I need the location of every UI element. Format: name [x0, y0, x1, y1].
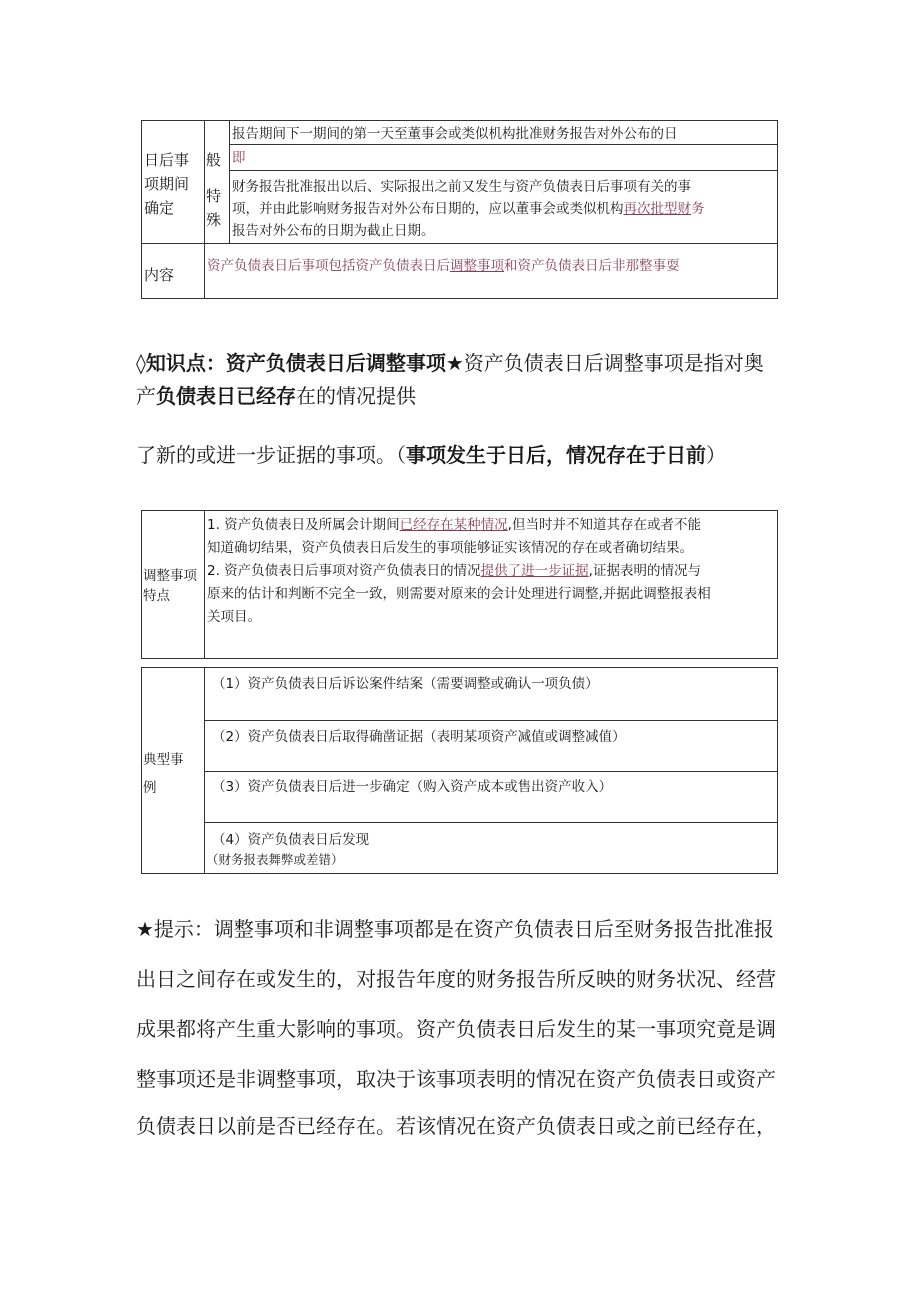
general-text-line2: 即 [232, 150, 246, 166]
features-label: 调整事项 特点 [143, 568, 197, 604]
adjusting-events-link: 调整事项 [450, 258, 504, 274]
content-label: 内容 [144, 266, 175, 284]
example-item-1: （1）资产负债表日后诉讼案件结案（需要调整或确认一项负债） [212, 676, 599, 692]
example-item-4: （4）资产负债表日后发现 （财务报表舞弊或差错） [206, 832, 370, 867]
tip-line-2: 出日之间存在或发生的，对报告年度的财务报告所反映的财务状况、经营 [136, 967, 776, 991]
special-label: 特 殊 [206, 187, 222, 229]
general-text-line1: 报告期间下一期间的第一天至董事会或类似机构批准财务报告对外公布的日 [232, 126, 678, 142]
examples-label: 典型事 例 [143, 752, 184, 796]
tip-line-1: ★提示：调整事项和非调整事项都是在资产负债表日后至财务报告批准报 [136, 917, 774, 941]
features-text: 1. 资产负债表日及所属会计期间已经存在某种情况,但当时并不知道其存在或者不能 知道确切结果，资产负债表日后发生的事项能够证实该情况的存在或者确切结果。 2. 资产负债表日后事项对资产负债表日的情况提供了进一步证据,证据表明的情况与 原来的估计和判断不完全一致，则需要对原来的会计处理进行调整,并据此调整报表相 关项目。 [207, 517, 711, 625]
knowledge-point-line2: 产负债表日已经存在的情况提供 [136, 384, 416, 408]
general-label: 般 [206, 151, 222, 169]
example-item-2: （2）资产负债表日后取得确凿证据（表明某项资产减值或调整减值） [212, 729, 626, 745]
existing-condition-link: 已经存在某种情况 [399, 517, 508, 533]
tip-line-4: 整事项还是非调整事项，取决于该事项表明的情况在资产负债表日或资产 [136, 1067, 776, 1091]
special-text: 财务报告批准报出以后、实际报出之前又发生与资产负债表日后事项有关的事 项，并由此影响财务报告对外公布日期的，应以董事会或类似机构再次批型财务 报告对外公布的日期为截止日期。 [232, 179, 705, 239]
tip-line-5: 负债表日以前是否已经存在。若该情况在资产负债表日或之前已经存在， [136, 1114, 776, 1138]
example-item-3: （3）资产负债表日后进一步确定（购入资产成本或售出资产收入） [212, 779, 613, 795]
further-evidence-link: 提供了进一步证据 [480, 563, 589, 579]
special-link: 再次批型财 [623, 201, 691, 217]
tip-line-3: 成果都将产生重大影响的事项。资产负债表日后发生的某一事项究竟是调 [136, 1017, 776, 1041]
row-label-date-period: 日后事 项期间 确定 [144, 151, 190, 217]
knowledge-point-line3: 了新的或进一步证据的事项。（事项发生于日后，情况存在于日前） [136, 443, 726, 467]
knowledge-point-heading: ◊知识点：资产负债表日后调整事项★资产负债表日后调整事项是指对奥 [136, 351, 764, 375]
content-text: 资产负债表日后事项包括资产负债表日后调整事项和资产负债表日后非那整事耍 [207, 258, 680, 274]
